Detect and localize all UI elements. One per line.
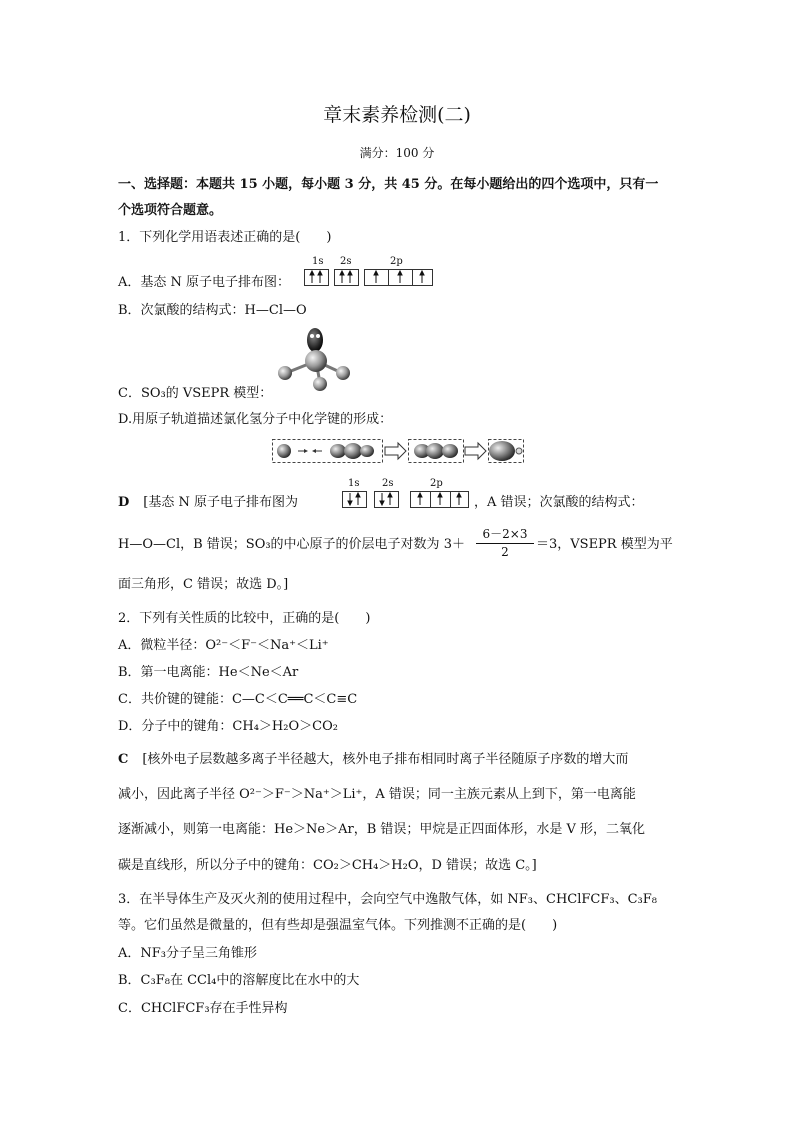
q3-stem-line1: 3．在半导体生产及灭火剂的使用过程中，会向空气中逸散气体，如 NF₃、CHClFCF₃、C₃F₈ <box>118 892 657 907</box>
q2-stem: 2．下列有关性质的比较中，正确的是( ) <box>118 611 371 626</box>
score-line: 满分：100 分 <box>359 146 435 160</box>
page-title: 章末素养检测(二) <box>323 104 471 126</box>
q1-option-a: A．基态 N 原子电子排布图： <box>118 275 291 290</box>
q1-answer-text1a: [基态 N 原子电子排布图为 <box>143 495 298 510</box>
q1-answer-text3: 面三角形，C 错误；故选 D。] <box>118 577 289 592</box>
orbital-label-2s-ans: 2s <box>382 478 394 489</box>
q2-answer-text2: 减小，因此离子半径 O²⁻＞F⁻＞Na⁺＞Li⁺，A 错误；同一主族元素从上到下，第一电离能 <box>118 787 636 802</box>
q3-option-b: B．C₃F₈在 CCl₄中的溶解度比在水中的大 <box>118 973 360 988</box>
q2-option-c: C．共价键的键能：C—C＜C══C＜C≡C <box>118 692 358 707</box>
q3-stem-line2: 等。它们虽然是微量的，但有些却是强温室气体。下列推测不正确的是( ) <box>118 918 558 933</box>
q2-answer-line1 <box>118 751 628 769</box>
q1-option-b: B．次氯酸的结构式：H—Cl—O <box>118 303 307 318</box>
hcl-orbital-overlap-image <box>270 437 526 465</box>
orbital-label-2s: 2s <box>340 256 352 267</box>
q3-option-c: C．CHClFCF₃存在手性异构 <box>118 1001 288 1016</box>
q1-answer-text1b: ，A 错误；次氯酸的结构式： <box>474 495 644 510</box>
section-instructions-line1: 一、选择题：本题共 15 小题，每小题 3 分，共 45 分。在每小题给出的四个选项中，只有一 <box>118 177 659 192</box>
orbital-boxes-answer <box>342 491 470 511</box>
fraction-numerator: 6－2×3 <box>476 525 534 544</box>
q1-answer-text2b: ＝3，VSEPR 模型为平 <box>536 537 673 552</box>
q3-option-a: A．NF₃分子呈三角锥形 <box>118 946 257 961</box>
q2-answer-text4: 碳是直线形，所以分子中的键角：CO₂＞CH₄＞H₂O，D 错误；故选 C。] <box>118 858 537 873</box>
q2-answer-text1: [核外电子层数越多离子半径越大，核外电子排布相同时离子半径随原子序数的增大而 <box>142 752 629 767</box>
q2-option-b: B．第一电离能：He＜Ne＜Ar <box>118 665 299 680</box>
q1-answer-letter: D <box>118 495 130 510</box>
orbital-label-2p: 2p <box>390 256 403 267</box>
q1-option-d: D.用原子轨道描述氯化氢分子中化学键的形成： <box>118 412 393 427</box>
q1-answer-line1 <box>118 494 298 512</box>
q1-orbital-diagram-a <box>304 256 434 290</box>
q1-answer-text2a: H—O—Cl，B 错误；SO₃的中心原子的价层电子对数为 3＋ <box>118 537 465 552</box>
q1-option-c: C．SO₃的 VSEPR 模型： <box>118 386 273 401</box>
q1-stem: 1．下列化学用语表述正确的是( ) <box>118 230 332 245</box>
q2-answer-letter: C <box>118 752 129 767</box>
orbital-boxes-a <box>304 269 434 289</box>
section-instructions-line2: 个选项符合题意。 <box>118 203 223 218</box>
so3-vsepr-model-image <box>272 327 358 393</box>
q2-option-d: D．分子中的键角：CH₄＞H₂O＞CO₂ <box>118 719 338 734</box>
q1-answer-fraction <box>476 525 534 559</box>
fraction-denominator: 2 <box>501 545 509 559</box>
orbital-label-1s: 1s <box>312 256 324 267</box>
orbital-label-2p-ans: 2p <box>430 478 443 489</box>
orbital-label-1s-ans: 1s <box>348 478 360 489</box>
q2-answer-text3: 逐渐减小，则第一电离能：He＞Ne＞Ar，B 错误；甲烷是正四面体形，水是 V 形，二氧化 <box>118 822 646 837</box>
q2-option-a: A．微粒半径：O²⁻＜F⁻＜Na⁺＜Li⁺ <box>118 638 329 653</box>
q1-orbital-diagram-answer <box>342 478 472 512</box>
